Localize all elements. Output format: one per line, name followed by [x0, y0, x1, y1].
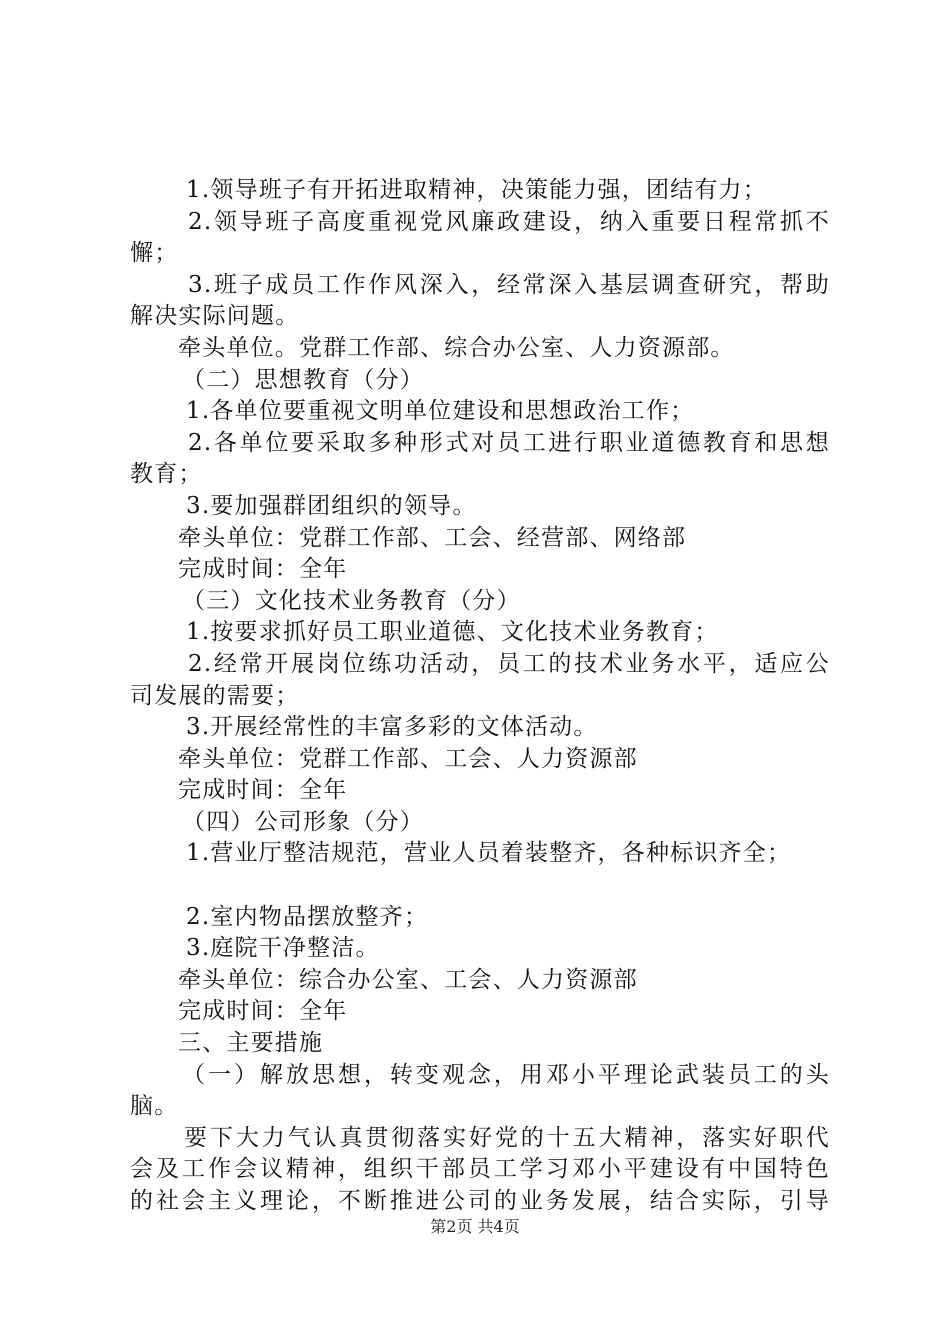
text-line: 完成时间：全年 — [178, 998, 348, 1025]
section-heading: 三、主要措施 — [178, 1030, 324, 1057]
text-line: 司发展的需要； — [130, 682, 300, 709]
text-line: 牵头单位。党群工作部、综合办公室、人力资源部。 — [178, 334, 735, 361]
text-line: 3.班子成员工作作风深入，经常深入基层调查研究，帮助 — [188, 271, 830, 298]
text-line: 1.各单位要重视文明单位建设和思想政治工作； — [186, 398, 695, 425]
text-line: 要下大力气认真贯彻落实好党的十五大精神，落实好职代 — [184, 1124, 830, 1151]
text-line: 脑。 — [130, 1093, 179, 1120]
text-line: 1.领导班子有开拓进取精神，决策能力强，团结有力； — [186, 177, 767, 203]
page-footer: 第2页 共4页 — [430, 1217, 520, 1236]
text-line: 牵头单位：党群工作部、工会、人力资源部 — [178, 745, 638, 772]
text-line: 牵头单位：综合办公室、工会、人力资源部 — [178, 966, 638, 993]
text-line: 2.各单位要采取多种形式对员工进行职业道德教育和思想 — [188, 429, 830, 456]
text-line: 1.按要求抓好员工职业道德、文化技术业务教育； — [186, 619, 719, 646]
section-heading: （三）文化技术业务教育（分） — [182, 587, 521, 614]
text-line: 2.室内物品摆放整齐； — [186, 903, 429, 930]
text-line: 的社会主义理论，不断推进公司的业务发展，结合实际，引导 — [130, 1188, 830, 1214]
text-line: 解决实际问题。 — [130, 303, 300, 330]
text-line: 3.庭院干净整洁。 — [186, 935, 380, 962]
section-heading: （四）公司形象（分） — [182, 808, 424, 835]
text-line: 教育； — [130, 461, 203, 488]
blank-line — [130, 870, 830, 902]
text-line: 2.领导班子高度重视党风廉政建设，纳入重要日程常抓不 — [188, 208, 830, 235]
text-line: 完成时间：全年 — [178, 556, 348, 583]
text-line: 懈； — [130, 240, 179, 267]
text-line: 3.开展经常性的丰富多彩的文体活动。 — [186, 714, 598, 741]
text-line: 2.经常开展岗位练功活动，员工的技术业务水平，适应公 — [188, 650, 830, 677]
text-line: 牵头单位：党群工作部、工会、经营部、网络部 — [178, 524, 687, 551]
text-line: 1.营业厅整洁规范，营业人员着装整齐，各种标识齐全； — [186, 840, 792, 867]
section-heading: （一）解放思想，转变观念，用邓小平理论武装员工的头 — [182, 1061, 830, 1088]
document-body — [130, 175, 830, 1218]
section-heading: （二）思想教育（分） — [182, 366, 424, 393]
text-line: 会及工作会议精神，组织干部员工学习邓小平建设有中国特色 — [130, 1156, 830, 1183]
text-line: 完成时间：全年 — [178, 777, 348, 804]
text-line: 3.要加强群团组织的领导。 — [186, 492, 477, 519]
